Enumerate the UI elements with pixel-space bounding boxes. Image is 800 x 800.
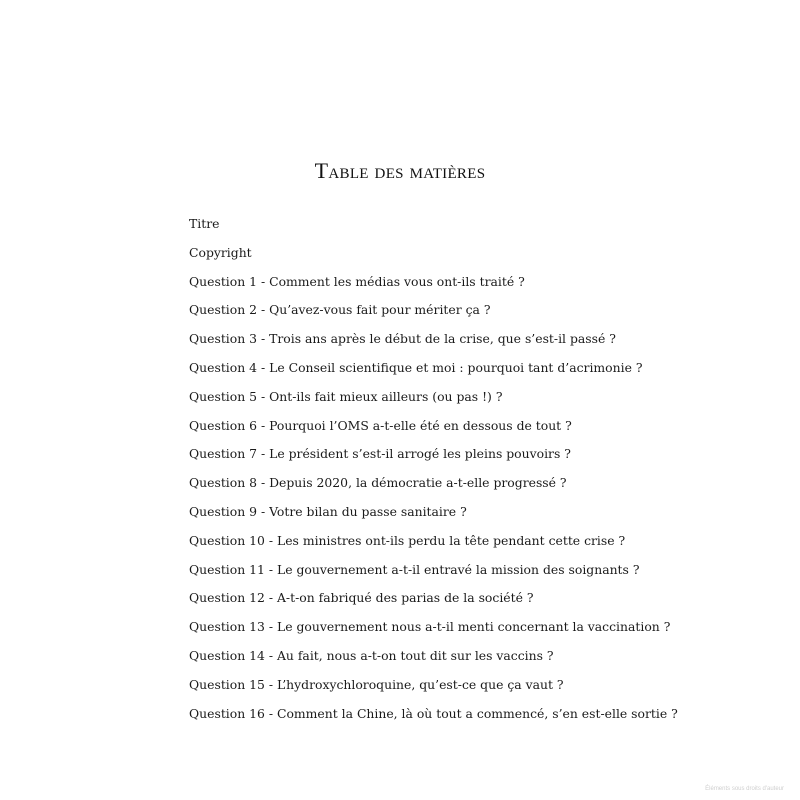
- toc-link-question-13[interactable]: Question 13 - Le gouvernement nous a-t-il menti concernant la vaccination ?: [189, 619, 671, 635]
- toc-item-question-16: [189, 704, 678, 733]
- toc-link-question-6[interactable]: Question 6 - Pourquoi l’OMS a-t-elle été en dessous de tout ?: [189, 417, 572, 433]
- toc-link-question-16[interactable]: Question 16 - Comment la Chine, là où tout a commencé, s’en est-elle sortie ?: [189, 705, 678, 721]
- toc-item-question-7: [189, 444, 678, 473]
- copyright-watermark: Éléments sous droits d'auteur: [705, 786, 784, 792]
- toc-item-question-10: [189, 531, 678, 560]
- toc-link-question-11[interactable]: Question 11 - Le gouvernement a-t-il entravé la mission des soignants ?: [189, 561, 640, 577]
- toc-item-question-1: [189, 272, 678, 301]
- toc-item-question-4: [189, 358, 678, 387]
- toc-item-question-3: [189, 329, 678, 358]
- toc-link-question-7[interactable]: Question 7 - Le président s’est-il arrogé les pleins pouvoirs ?: [189, 446, 571, 462]
- toc-link-question-5[interactable]: Question 5 - Ont-ils fait mieux ailleurs (ou pas !) ?: [189, 388, 503, 404]
- toc-item-question-2: [189, 300, 678, 329]
- toc-link-question-14[interactable]: Question 14 - Au fait, nous a-t-on tout dit sur les vaccins ?: [189, 647, 554, 663]
- toc-link-copyright[interactable]: Copyright: [189, 244, 252, 260]
- toc-title: Table des matières: [314, 158, 486, 183]
- toc-link-question-2[interactable]: Question 2 - Qu’avez-vous fait pour mériter ça ?: [189, 302, 491, 318]
- toc-link-question-15[interactable]: Question 15 - L’hydroxychloroquine, qu’est-ce que ça vaut ?: [189, 676, 564, 692]
- toc-link-question-1[interactable]: Question 1 - Comment les médias vous ont-ils traité ?: [189, 273, 525, 289]
- toc-link-question-10[interactable]: Question 10 - Les ministres ont-ils perdu la tête pendant cette crise ?: [189, 532, 626, 548]
- toc-link-question-8[interactable]: Question 8 - Depuis 2020, la démocratie a-t-elle progressé ?: [189, 475, 567, 491]
- toc-link-question-4[interactable]: Question 4 - Le Conseil scientifique et moi : pourquoi tant d’acrimonie ?: [189, 359, 643, 375]
- toc-item-titre: [189, 214, 678, 243]
- toc-item-question-11: [189, 560, 678, 589]
- toc-item-question-6: [189, 416, 678, 445]
- toc-item-question-15: [189, 675, 678, 704]
- toc-item-question-8: [189, 473, 678, 502]
- toc-item-question-14: [189, 646, 678, 675]
- toc-link-question-12[interactable]: Question 12 - A-t-on fabriqué des parias de la société ?: [189, 590, 534, 606]
- toc-item-question-12: [189, 588, 678, 617]
- toc-link-question-3[interactable]: Question 3 - Trois ans après le début de la crise, que s’est-il passé ?: [189, 331, 616, 347]
- toc-link-titre[interactable]: Titre: [189, 216, 220, 231]
- toc-item-question-9: [189, 502, 678, 531]
- toc-list: [189, 214, 678, 732]
- toc-item-copyright: [189, 243, 678, 272]
- toc-item-question-13: [189, 617, 678, 646]
- toc-item-question-5: [189, 387, 678, 416]
- toc-link-question-9[interactable]: Question 9 - Votre bilan du passe sanitaire ?: [189, 503, 467, 519]
